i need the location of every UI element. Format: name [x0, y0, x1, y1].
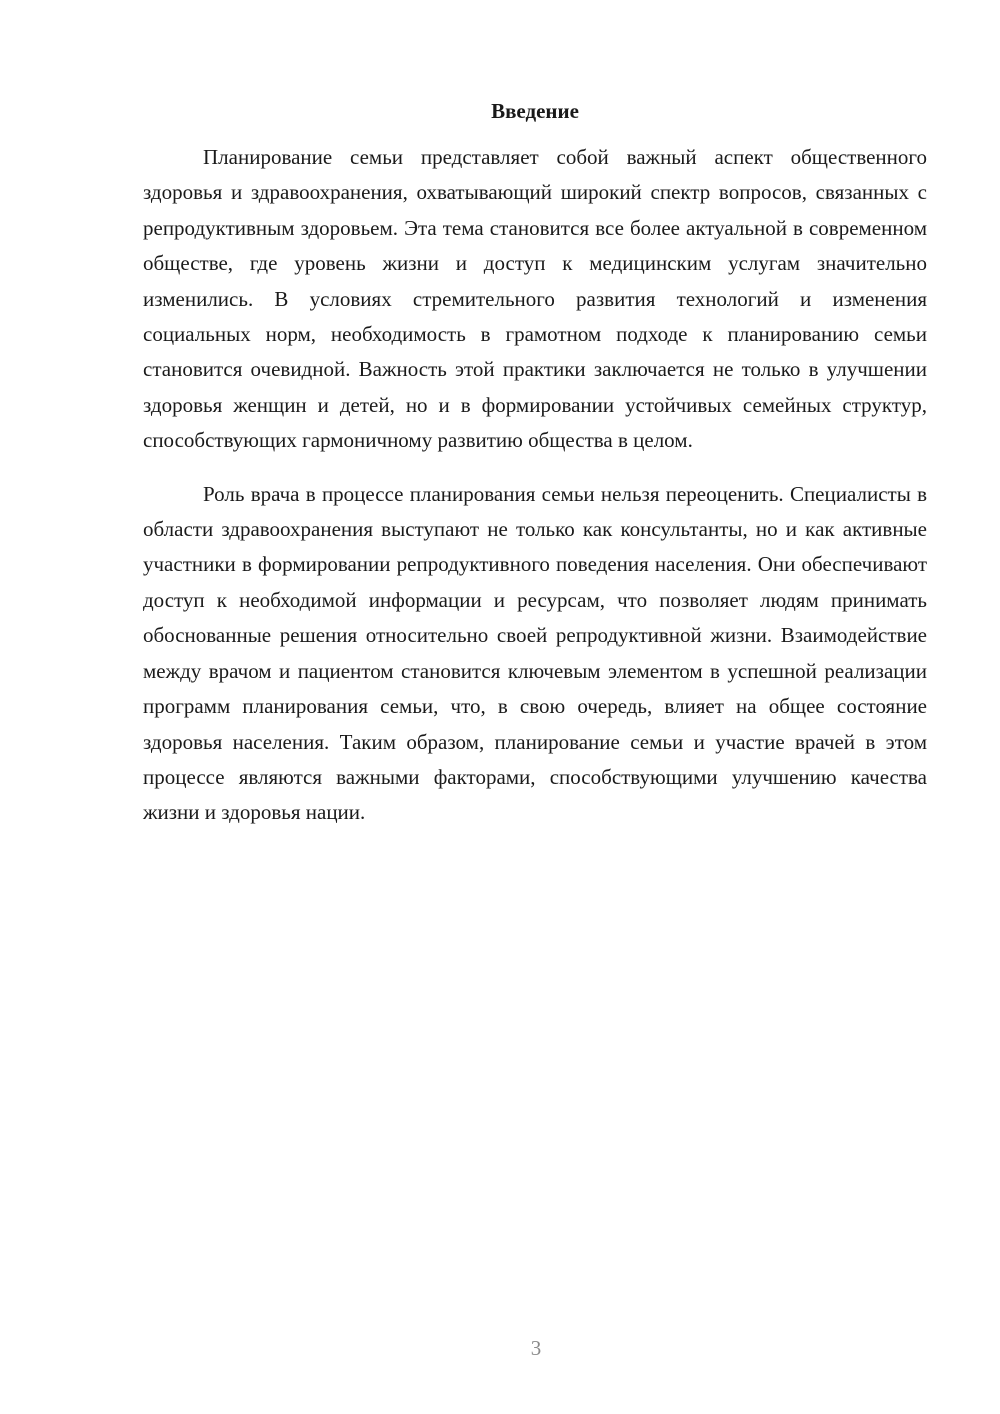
paragraph-intro: Планирование семьи представляет собой важный аспект общественного здоровья и здравоохранения, охватывающий широкий спектр вопросов, связанных с репродуктивным здоровьем. Эта тема становится все более актуальной в современном обществе, где уровень жизни и доступ к медицинским услугам значительно изменились. В условиях стремительного развития технологий и изменения социальных норм, необходимость в грамотном подходе к планированию семьи становится очевидной. Важность этой практики заключается не только в улучшении здоровья женщин и детей, но и в формировании устойчивых семейных структур, способствующих гармоничному развитию общества в целом.: [143, 145, 927, 453]
body-text: [143, 140, 927, 831]
page-number: 3: [530, 1336, 542, 1360]
paragraph-doctor-role: Роль врача в процессе планирования семьи нельзя переоценить. Специалисты в области здравоохранения выступают не только как консультанты, но и как активные участники в формировании репродуктивного поведения населения. Они обеспечивают доступ к необходимой информации и ресурсам, что позволяет людям принимать обоснованные решения относительно своей репродуктивной жизни. Взаимодействие между врачом и пациентом становится ключевым элементом в успешной реализации программ планирования семьи, что, в свою очередь, влияет на общее состояние здоровья населения. Таким образом, планирование семьи и участие врачей в этом процессе являются важными факторами, способствующими улучшению качества жизни и здоровья нации.: [143, 481, 927, 825]
section-title: Введение: [491, 99, 579, 123]
